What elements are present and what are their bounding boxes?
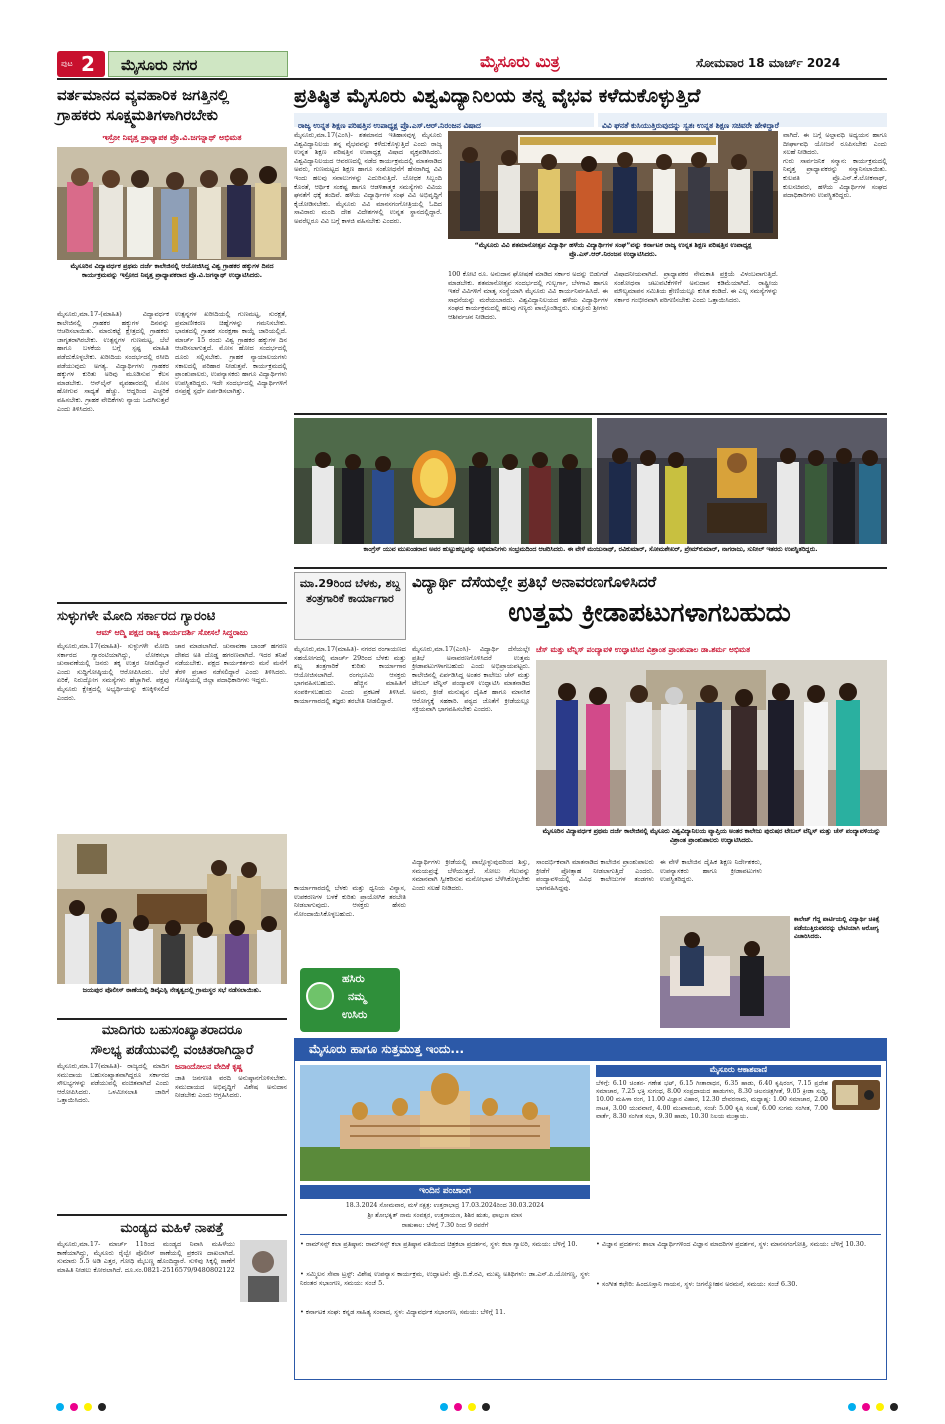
sports-body2: ವಿದ್ಯಾರ್ಥಿಗಳು ಕ್ರೀಡೆಯಲ್ಲಿ ಪಾಲ್ಗೊಳ್ಳುವುದರಿಂದ ಶಿಸ್ತು, ಸಮಯಪ್ರಜ್ಞೆ ಬೆಳೆಯುತ್ತದೆ. ಸೋಲು ಗೆಲುವನ್ನು ಸಮಾನವಾಗಿ ಸ್ವೀಕರಿಸುವ ಮನೋಭಾವ ಬೆಳೆಸಿಕೊಳ್ಳಬೇಕು ಎಂದು ಸಲಹೆ ನೀಡಿದರು. <box>412 858 533 892</box>
hospital-visit-photo <box>660 916 790 1028</box>
left-headline-1: ವರ್ತಮಾನದ ವ್ಯವಹಾರಿಕ ಜಗತ್ತಿನಲ್ಲಿ <box>57 86 230 104</box>
lead-subhead-right <box>598 113 887 130</box>
guarantee-col1: ಮೈಸೂರು,ಮಾ.17(ಮಾಹಿತಿ)- ಸುಳ್ಳುಗಳೇ ಮೋದಿ ಸರ್ಕಾರದ ಗ್ಯಾರಂಟಿಯಾಗಿದ್ದು, ಲೋಕಸಭಾ ಚುನಾವಣೆಯಲ್ಲಿ ಜನರು ತಕ್ಕ ಉತ್ತರ ನೀಡಲಿದ್ದಾರೆ ಎಂದು ಸುದ್ದಿಗೋಷ್ಠಿಯಲ್ಲಿ ಆರೋಪಿಸಿದರು. ಬೆಲೆ ಏರಿಕೆ, ನಿರುದ್ಯೋಗ ಸಮಸ್ಯೆಗಳು ಹೆಚ್ಚಾಗಿವೆ. ಪಕ್ಷವು ಮೈಸೂರು ಕ್ಷೇತ್ರದಲ್ಲಿ ಅಭ್ಯರ್ಥಿಯನ್ನು ಕಣಕ್ಕಿಳಿಸಲಿದೆ ಎಂದರು. <box>57 642 172 702</box>
registration-mark <box>468 1403 476 1411</box>
radio-schedule: ಬೆಳಿಗ್ಗೆ: 6.10 ಚಿಂತನ- ಗಣೇಶ ಭಟ್, 6.15 ಗೀತಾರಾಧನ, 6.35 ಹಾಡು, 6.40 ಕೃಷಿರಂಗ, 7.15 ಪ್ರದೇಶ ಸಮಾಚಾರ, 7.25 ಭಕ್ತಿ ಸುಗಂಧ, 8.00 ಸಂಪ್ರದಾಯದ ಹಾಡುಗಳು, 8.30 ಚಲನಚಿತ್ರಗೀತೆ, 9.05 ಕ್ರೀಡಾ ಸುದ್ದಿ, 10.00 ಮಹಿಳಾ ರಂಗ, 11.00 ವಿಜ್ಞಾನ ವಿಹಾರ, 12.30 ದೇವರನಾಮ, ಮಧ್ಯಾಹ್ನ: 1.00 ಸಮಾಚಾರ, 2.00 ನಾಟಕ, 3.00 ಯುವವಾಣಿ, 4.00 ಮುಖಾಮುಖಿ, ಸಂಜೆ: 5.00 ಕೃಷಿ ಸಲಹೆ, 6.00 ಸುಗಮ ಸಂಗೀತ, 7.00 ವಾರ್ತೆ, 8.30 ಸಂಗೀತ ಸಭಾ, 9.30 ಹಾಡು, 10.30 ನಿಲಯ ಮುಕ್ತಾಯ. <box>596 1080 830 1120</box>
celebration-photo-left <box>294 418 592 544</box>
celebration-caption: ಕಾಂಗ್ರೆಸ್ ಯುವ ಮುಖಂಡರಾದ ಅವರ ಹುಟ್ಟುಹಬ್ಬವನ್ನು ಅಭಿಮಾನಿಗಳು ಸಂಭ್ರಮದಿಂದ ಆಚರಿಸಿದರು. ಈ ವೇಳೆ ಮಂಜುನಾಥ್, ರವಿಕುಮಾರ್, ಸೋಮಶೇಖರ್, ಪ್ರೇಮ್‌ಕುಮಾರ್, ನಾಗರಾಜು, ಸುನೀಲ್ ಇತರರು ಉಪಸ್ಥಿತರಿದ್ದರು. <box>363 546 818 553</box>
workshop-body: ಮೈಸೂರು,ಮಾ.17(ಮಾಹಿತಿ)- ನಗರದ ರಂಗಾಯಣದ ಸಹಯೋಗದಲ್ಲಿ ಮಾರ್ಚ್ 29ರಿಂದ ಬೆಳಕು ಮತ್ತು ಶಬ್ದ ತಂತ್ರಗಾರಿಕೆ ಕುರಿತು ಕಾರ್ಯಾಗಾರ ಆಯೋಜಿಸಲಾಗಿದೆ. ರಂಗಭೂಮಿ ಆಸಕ್ತರು ಭಾಗವಹಿಸಬಹುದು. ಹೆಚ್ಚಿನ ಮಾಹಿತಿಗೆ ಸಂಪರ್ಕಿಸಬಹುದು ಎಂದು ಪ್ರಕಟಣೆ ತಿಳಿಸಿದೆ. ಕಾರ್ಯಾಗಾರದಲ್ಲಿ ತಜ್ಞರು ತರಬೇತಿ ನೀಡಲಿದ್ದಾರೆ. <box>294 645 409 705</box>
section-label: ಮೈಸೂರು ನಗರ <box>121 56 198 74</box>
registration-mark <box>84 1403 92 1411</box>
panchanga-text-2: ಶ್ರೀ ಶೋಭಕೃತ್ ನಾಮ ಸಂವತ್ಸರ, ಉತ್ತರಾಯಣ, ಶಿಶಿರ ಋತು, ಫಾಲ್ಗುಣ ಮಾಸ <box>367 1212 523 1219</box>
paper-name: ಮೈಸೂರು ಮಿತ್ರ <box>480 52 560 71</box>
event-4: • ವಿಜ್ಞಾನ ಪ್ರದರ್ಶನ: ಶಾಲಾ ವಿದ್ಯಾರ್ಥಿಗಳಿಂದ ವಿಜ್ಞಾನ ಮಾದರಿಗಳ ಪ್ರದರ್ಶನ, ಸ್ಥಳ: ಮಾನಸಗಂಗೋತ್ರಿ, ಸಮಯ: ಬೆಳಿಗ್ಗೆ 10.30. <box>596 1240 867 1248</box>
left-lead-col1: ಮೈಸೂರು,ಮಾ.17-(ಮಾಹಿತಿ) ವಿದ್ಯಾವರ್ಧಕ ಕಾಲೇಜಿನಲ್ಲಿ ಗ್ರಾಹಕರ ಹಕ್ಕುಗಳ ದಿನವನ್ನು ಆಚರಿಸಲಾಯಿತು. ಮಾರುಕಟ್ಟೆ ಕ್ಷೇತ್ರದಲ್ಲಿ ಗ್ರಾಹಕರು ಜಾಗೃತರಾಗಿರಬೇಕು. ಉತ್ಪನ್ನಗಳ ಗುಣಮಟ್ಟ, ಬೆಲೆ ಹಾಗೂ ಬಳಕೆಯ ಬಗ್ಗೆ ಸ್ಪಷ್ಟ ಮಾಹಿತಿ ಪಡೆದುಕೊಳ್ಳಬೇಕು. ಖರೀದಿಯ ಸಂದರ್ಭದಲ್ಲಿ ರಸೀದಿ ಪಡೆಯುವುದು ಅಗತ್ಯ. ವಿದ್ಯಾರ್ಥಿಗಳು ಗ್ರಾಹಕರ ಹಕ್ಕುಗಳ ಕುರಿತು ಅರಿವು ಮೂಡಿಸುವ ಕೆಲಸ ಮಾಡಬೇಕು. ಆನ್‌ಲೈನ್ ವ್ಯವಹಾರದಲ್ಲಿ ಮೋಸ ಹೋಗುವ ಸಾಧ್ಯತೆ ಹೆಚ್ಚು. ಆದ್ದರಿಂದ ಎಚ್ಚರಿಕೆ ವಹಿಸಬೇಕು. ಗ್ರಾಹಕ ವೇದಿಕೆಗಳು ನ್ಯಾಯ ಒದಗಿಸುತ್ತವೆ ಎಂದು ತಿಳಿಸಿದರು. <box>57 310 172 413</box>
police-meeting-photo <box>57 834 287 984</box>
panchanga-text-3: ರಾಹುಕಾಲ: ಬೆಳಿಗ್ಗೆ 7.30 ರಿಂದ 9 ರವರೆಗೆ <box>401 1222 489 1229</box>
sports-subhead: ಚೆಸ್ ಮತ್ತು ಟೆನ್ನಿಸ್ ಪಂದ್ಯಾವಳಿ ಉದ್ಘಾಟಿಸಿದ ವಿಶ್ರಾಂತ ಪ್ರಾಂಶುಪಾಲ ಡಾ.ಶರ್ಮ ಅಭಿಮತ <box>536 645 751 654</box>
lead-headline: ಪ್ರತಿಷ್ಠಿತ ಮೈಸೂರು ವಿಶ್ವವಿದ್ಯಾನಿಲಯ ತನ್ನ ವೈಭವ ಕಳೆದುಕೊಳ್ಳುತ್ತಿದೆ <box>294 85 701 107</box>
green-line2: ನಮ್ಮ <box>348 990 367 1003</box>
sports-body3: ಸಾಂದರ್ಭಿಕವಾಗಿ ಮಾತನಾಡಿದ ಕಾಲೇಜಿನ ಪ್ರಾಂಶುಪಾಲರು ಕ್ರೀಡೆಗೆ ಪ್ರೋತ್ಸಾಹ ನೀಡಲಾಗುತ್ತಿದೆ ಎಂದರು. ಪಂದ್ಯಾವಳಿಯಲ್ಲಿ ವಿವಿಧ ಕಾಲೇಜುಗಳ ತಂಡಗಳು ಭಾಗವಹಿಸಿದ್ದವು. <box>536 858 657 892</box>
lead-col1: ಮೈಸೂರು,ಮಾ.17(ಎಂಸಿ)- ಶತಮಾನದ ಇತಿಹಾಸವುಳ್ಳ ಮೈಸೂರು ವಿಶ್ವವಿದ್ಯಾನಿಲಯ ತನ್ನ ವೈಭವವನ್ನು ಕಳೆದುಕೊಳ್ಳುತ್ತಿದೆ ಎಂದು ರಾಜ್ಯ ಉನ್ನತ ಶಿಕ್ಷಣ ಪರಿಷತ್ತಿನ ಉಪಾಧ್ಯಕ್ಷ ವಿಷಾದ ವ್ಯಕ್ತಪಡಿಸಿದರು. ವಿಶ್ವವಿದ್ಯಾನಿಲಯದ ಆವರಣದಲ್ಲಿ ನಡೆದ ಕಾರ್ಯಕ್ರಮದಲ್ಲಿ ಮಾತನಾಡಿದ ಅವರು, ಗುಣಮಟ್ಟದ ಶಿಕ್ಷಣ ಹಾಗೂ ಸಂಶೋಧನೆಗೆ ಹೆಸರಾಗಿದ್ದ ವಿವಿ ಇಂದು ಹಲವು ಸವಾಲುಗಳನ್ನು ಎದುರಿಸುತ್ತಿದೆ. ಬೋಧಕ ಸಿಬ್ಬಂದಿ ಕೊರತೆ, ಆರ್ಥಿಕ ಸಂಕಷ್ಟ ಹಾಗೂ ಆಡಳಿತಾತ್ಮಕ ಸಮಸ್ಯೆಗಳು ವಿವಿಯ ಘನತೆಗೆ ಧಕ್ಕೆ ತಂದಿವೆ. ಹಳೆಯ ವಿದ್ಯಾರ್ಥಿಗಳ ಸಂಘ ವಿವಿ ಅಭಿವೃದ್ಧಿಗೆ ಕೈಜೋಡಿಸಬೇಕು. ಮೈಸೂರು ವಿವಿ ಮಾನಸಗಂಗೋತ್ರಿಯಲ್ಲಿ ಓದಿದ ಸಾವಿರಾರು ಮಂದಿ ದೇಶ ವಿದೇಶಗಳಲ್ಲಿ ಉನ್ನತ ಸ್ಥಾನದಲ್ಲಿದ್ದಾರೆ. ಅವರೆಲ್ಲರೂ ವಿವಿ ಬಗ್ಗೆ ಕಾಳಜಿ ವಹಿಸಬೇಕು ಎಂದರು. <box>294 131 445 225</box>
madiga-headline-2: ಸೌಲಭ್ಯ ಪಡೆಯುವಲ್ಲಿ ವಂಚಿತರಾಗಿದ್ದಾರೆ <box>90 1043 254 1058</box>
left-lead-caption: ಮೈಸೂರಿನ ವಿದ್ಯಾವರ್ಧಕ ಪ್ರಥಮ ದರ್ಜೆ ಕಾಲೇಜಿನಲ್ಲಿ ಆಯೋಜಿಸಿದ್ದ ವಿಶ್ವ ಗ್ರಾಹಕರ ಹಕ್ಕುಗಳ ದಿನದ ಕಾರ್ಯಕ್ರಮವನ್ನು ಇಸ್ರೋದ ನಿವೃತ್ತ ಪ್ರಾಧ್ಯಾಪಕರಾದ ಪ್ರೊ.ವಿ.ಜಗನ್ನಾಥ್ ಉದ್ಘಾಟಿಸಿದರು. <box>70 262 274 279</box>
green-line3: ಉಸಿರು <box>342 1008 368 1021</box>
green-line1: ಹಸಿರು <box>342 972 365 985</box>
panchanga-text: 18.3.2024 ಸೋಮವಾರ, ಮಳೆ ನಕ್ಷತ್ರ: ಉತ್ತರಾಭಾದ್ರ 17.03.2024ರಿಂದ 30.03.2024 <box>345 1202 545 1209</box>
registration-mark <box>862 1403 870 1411</box>
globe-icon <box>306 982 334 1010</box>
madiga-body: ಮೈಸೂರು,ಮಾ.17(ಮಾಹಿತಿ)- ರಾಜ್ಯದಲ್ಲಿ ಮಾದಿಗ ಸಮುದಾಯ ಬಹುಸಂಖ್ಯಾತವಾಗಿದ್ದರೂ ಸರ್ಕಾರದ ಸೌಲಭ್ಯಗಳನ್ನು ಪಡೆಯುವಲ್ಲಿ ವಂಚಿತವಾಗಿದೆ ಎಂದು ಆರೋಪಿಸಿದರು. ಒಳಮೀಸಲಾತಿ ಜಾರಿಗೆ ಒತ್ತಾಯಿಸಿದರು. <box>57 1062 172 1105</box>
workshop-body2: ಕಾರ್ಯಾಗಾರದಲ್ಲಿ ಬೆಳಕು ಮತ್ತು ಧ್ವನಿಯ ವಿನ್ಯಾಸ, ಉಪಕರಣಗಳ ಬಳಕೆ ಕುರಿತು ಪ್ರಾಯೋಗಿಕ ತರಬೇತಿ ನೀಡಲಾಗುವುದು. ಆಸಕ್ತರು ಹೆಸರು ನೋಂದಾಯಿಸಿಕೊಳ್ಳಬಹುದು. <box>294 884 409 918</box>
guarantee-col2: ಚಾರ ಮಾಡಲಾಗಿದೆ. ಚುನಾವಣಾ ಬಾಂಡ್ ಹಗರಣ ದೇಶದ ಅತಿ ದೊಡ್ಡ ಹಗರಣವಾಗಿದೆ. ಇದರ ತನಿಖೆ ನಡೆಯಬೇಕು. ಪಕ್ಷದ ಕಾರ್ಯಕರ್ತರು ಮನೆ ಮನೆಗೆ ತೆರಳಿ ಪ್ರಚಾರ ನಡೆಸಲಿದ್ದಾರೆ ಎಂದು ತಿಳಿಸಿದರು. ಗೋಷ್ಠಿಯಲ್ಲಿ ಜಿಲ್ಲಾ ಪದಾಧಿಕಾರಿಗಳು ಇದ್ದರು. <box>175 642 290 685</box>
madiga-headline-1: ಮಾದಿಗರು ಬಹುಸಂಖ್ಯಾತರಾದರೂ <box>101 1023 243 1038</box>
sports-headline-1: ವಿದ್ಯಾರ್ಥಿ ದೆಸೆಯಲ್ಲೇ ಪ್ರತಿಭೆ ಅನಾವರಣಗೊಳಿಸಿದರೆ <box>412 573 657 591</box>
lead-photo-caption: “ಮೈಸೂರು ವಿವಿ ಶತಮಾನೋತ್ಸವ ವಿದ್ಯಾರ್ಥಿ ಹಳೆಯ ವಿದ್ಯಾರ್ಥಿಗಳ ಸಂಘ”ವನ್ನು ಕರ್ನಾಟಕ ರಾಜ್ಯ ಉನ್ನತ ಶಿಕ್ಷಣ ಪರಿಷತ್ತಿನ ಉಪಾಧ್ಯಕ್ಷ ಪ್ರೊ.ಎಸ್.ಆರ್.ನಿರಂಜನ ಉದ್ಘಾಟಿಸಿದರು. <box>474 241 752 258</box>
lead-col3: ವಿಷಾದನೀಯವಾಗಿದೆ. ಪ್ರಾಧ್ಯಾಪಕರ ನೇಮಕಾತಿ ಪ್ರಕ್ರಿಯೆ ವಿಳಂಬವಾಗುತ್ತಿದೆ. ಸಂಶೋಧನಾ ಚಟುವಟಿಕೆಗಳಿಗೆ ಅನುದಾನ ಕಡಿಮೆಯಾಗಿದೆ. ರಾಷ್ಟ್ರೀಯ ಮೌಲ್ಯಮಾಪನ ಸಮಿತಿಯ ಶ್ರೇಣಿಯಲ್ಲೂ ಕುಸಿತ ಕಂಡಿದೆ. ಈ ಎಲ್ಲ ಸಮಸ್ಯೆಗಳನ್ನು ಸರ್ಕಾರ ಗಂಭೀರವಾಗಿ ಪರಿಗಣಿಸಬೇಕು ಎಂದು ಒತ್ತಾಯಿಸಿದರು. <box>614 270 781 304</box>
sports-headline-2: ಉತ್ತಮ ಕ್ರೀಡಾಪಟುಗಳಾಗಬಹುದು <box>508 598 791 628</box>
sports-photo <box>536 660 887 826</box>
event-2: • ಸಮ್ಮಿಲನ ಸೇವಾ ಟ್ರಸ್ಟ್: ವಿಶೇಷ ಉಪನ್ಯಾಸ ಕಾರ್ಯಕ್ರಮ, ಉದ್ಘಾಟನೆ: ಪ್ರೊ.ಬಿ.ಕೆ.ರವಿ, ಮುಖ್ಯ ಅತಿಥಿಗಳು: ಡಾ.ಎಸ್.ಪಿ.ಯೋಗಣ್ಣ, ಸ್ಥಳ: ನಿರಂತರ ಸಭಾಂಗಣ, ಸಮಯ: ಸಂಜೆ 5. <box>300 1270 593 1287</box>
celebration-photo-right <box>597 418 887 544</box>
guarantee-headline: ಸುಳ್ಳುಗಳೇ ಮೋದಿ ಸರ್ಕಾರದ ಗ್ಯಾರಂಟಿ <box>57 609 216 624</box>
section-title <box>108 51 288 77</box>
mysore-palace-photo <box>300 1065 590 1181</box>
radio-title: ಮೈಸೂರು ಆಕಾಶವಾಣಿ <box>709 1065 768 1074</box>
radio-knob <box>864 1090 874 1100</box>
missing-body: ಮೈಸೂರು,ಮಾ.17- ಮಾರ್ಚ್ 11ರಿಂದ ಮಂಡ್ಯದ ನಿವಾಸಿ ಮಹಿಳೆಯು ಕಾಣೆಯಾಗಿದ್ದು, ಮೈಸೂರು ರೈಲ್ವೇ ಪೊಲೀಸ್ ಠಾಣೆಯಲ್ಲಿ ಪ್ರಕರಣ ದಾಖಲಾಗಿದೆ. ಸುಮಾರು 5.5 ಅಡಿ ಎತ್ತರ, ಗೋಧಿ ಮೈಬಣ್ಣ ಹೊಂದಿದ್ದಾರೆ. ಸುಳಿವು ಸಿಕ್ಕಲ್ಲಿ ಠಾಣೆಗೆ ಮಾಹಿತಿ ನೀಡಲು ಕೋರಲಾಗಿದೆ. ದೂ.ಸಂ.0821-2516579/9480802122 <box>57 1240 238 1274</box>
madiga-body2: ಜಾತಿ ಜನಗಣತಿ ವರದಿ ಅನುಷ್ಠಾನಗೊಳಿಸಬೇಕು. ಸಮುದಾಯದ ಅಭಿವೃದ್ಧಿಗೆ ವಿಶೇಷ ಅನುದಾನ ನೀಡಬೇಕು ಎಂದು ಆಗ್ರಹಿಸಿದರು. <box>175 1074 290 1100</box>
workshop-headline: ಮಾ.29ರಿಂದ ಬೆಳಕು, ಶಬ್ದ ತಂತ್ರಗಾರಿಕೆ ಕಾರ್ಯಾಗಾರ <box>299 577 401 605</box>
workshop-box <box>294 572 406 640</box>
lead-photo <box>448 131 778 239</box>
lead-subhead-left <box>294 113 594 130</box>
lead-col2: 100 ಕೋಟಿ ರೂ. ಅನುದಾನ ಘೋಷಣೆ ಮಾಡಿದ ಸರ್ಕಾರ ಅದನ್ನು ಬಿಡುಗಡೆ ಮಾಡಬೇಕು. ಶತಮಾನೋತ್ಸವ ಸಂದರ್ಭದಲ್ಲಿ ಗುಲ್ಬರ್ಗಾ, ಬೆಳಗಾವಿ ಹಾಗೂ ಇತರೆ ವಿವಿಗಳಿಗೆ ಮಾತೃ ಸಂಸ್ಥೆಯಾಗಿ ಮೈಸೂರು ವಿವಿ ಕಾರ್ಯನಿರ್ವಹಿಸಿದೆ. ಈ ಸಾಧನೆಯನ್ನು ಮರೆಯಬಾರದು. ವಿಶ್ವವಿದ್ಯಾನಿಲಯದ ಹಳೆಯ ವಿದ್ಯಾರ್ಥಿಗಳ ಸಂಘದ ಕಾರ್ಯಕ್ರಮದಲ್ಲಿ ಹಲವು ಗಣ್ಯರು ಪಾಲ್ಗೊಂಡಿದ್ದರು. ಸುತ್ತೂರು ಶ್ರೀಗಳು ಆಶೀರ್ವಚನ ನೀಡಿದರು. <box>448 270 611 321</box>
page-label: ಪುಟ <box>61 59 73 68</box>
madiga-subhead: ಜನಾಂದೋಲನ ವೇದಿಕೆ ಕೃಷ್ಣ <box>175 1062 243 1071</box>
registration-mark <box>876 1403 884 1411</box>
today-title: ಮೈಸೂರು ಹಾಗೂ ಸುತ್ತಮುತ್ತ ಇಂದು... <box>309 1042 465 1056</box>
left-lead-col2: ಉತ್ಪನ್ನಗಳ ಖರೀದಿಯಲ್ಲಿ ಗುಣಮಟ್ಟ, ಸುರಕ್ಷತೆ, ಪ್ರಮಾಣೀಕರಣ ಚಿಹ್ನೆಗಳನ್ನು ಗಮನಿಸಬೇಕು. ಭಾರತದಲ್ಲಿ ಗ್ರಾಹಕ ಸಂರಕ್ಷಣಾ ಕಾಯ್ದೆ ಜಾರಿಯಲ್ಲಿದೆ. ಮಾರ್ಚ್ 15 ರಂದು ವಿಶ್ವ ಗ್ರಾಹಕರ ಹಕ್ಕುಗಳ ದಿನ ಆಚರಿಸಲಾಗುತ್ತದೆ. ಮೋಸ ಹೋದ ಸಂದರ್ಭದಲ್ಲಿ ದೂರು ಸಲ್ಲಿಸಬೇಕು. ಗ್ರಾಹಕ ನ್ಯಾಯಾಲಯಗಳು ಸಕಾಲದಲ್ಲಿ ಪರಿಹಾರ ನೀಡುತ್ತವೆ. ಕಾರ್ಯಕ್ರಮದಲ್ಲಿ ಪ್ರಾಂಶುಪಾಲರು, ಉಪನ್ಯಾಸಕರು ಹಾಗೂ ವಿದ್ಯಾರ್ಥಿಗಳು ಉಪಸ್ಥಿತರಿದ್ದರು. ಇದೇ ಸಂದರ್ಭದಲ್ಲಿ ವಿದ್ಯಾರ್ಥಿಗಳಿಗೆ ರಸಪ್ರಶ್ನೆ ಸ್ಪರ್ಧೆ ಏರ್ಪಡಿಸಲಾಗಿತ್ತು. <box>175 310 290 396</box>
registration-mark <box>454 1403 462 1411</box>
missing-woman-photo <box>240 1240 287 1302</box>
sports-body4: ಈ ವೇಳೆ ಕಾಲೇಜಿನ ದೈಹಿಕ ಶಿಕ್ಷಣ ನಿರ್ದೇಶಕರು, ಉಪನ್ಯಾಸಕರು ಹಾಗೂ ಕ್ರೀಡಾಪಟುಗಳು ಉಪಸ್ಥಿತರಿದ್ದರು. <box>660 858 765 884</box>
radio-icon <box>832 1080 880 1110</box>
registration-mark <box>848 1403 856 1411</box>
panchanga-title: ಇಂದಿನ ಪಂಚಾಂಗ <box>419 1186 471 1196</box>
today-title-bar <box>295 1039 886 1061</box>
event-3: • ಕರ್ನಾಟಕ ಸಂಘ: ಕನ್ನಡ ಸಾಹಿತ್ಯ ಸಂವಾದ, ಸ್ಥಳ: ವಿದ್ಯಾವರ್ಧಕ ಸಭಾಂಗಣ, ಸಮಯ: ಬೆಳಿಗ್ಗೆ 11. <box>300 1308 506 1316</box>
radio-dial <box>836 1085 858 1105</box>
left-subhead: ಇಸ್ರೋ ನಿವೃತ್ತ ಪ್ರಾಧ್ಯಾಪಕ ಪ್ರೊ.ವಿ.ಜಗನ್ನಾಥ್ ಅಭಿಮತ <box>102 133 242 142</box>
registration-mark <box>482 1403 490 1411</box>
registration-mark <box>98 1403 106 1411</box>
green-badge <box>300 968 400 1032</box>
event-1: • ರಾಮ್‌ಸನ್ಸ್ ಕಲಾ ಪ್ರತಿಷ್ಠಾನ: ರಾಮ್‌ಸನ್ಸ್ ಕಲಾ ಪ್ರತಿಷ್ಠಾನ ವತಿಯಿಂದ ಚಿತ್ರಕಲಾ ಪ್ರದರ್ಶನ, ಸ್ಥಳ: ಕಲಾ ಗ್ಯಾಲರಿ, ಸಮಯ: ಬೆಳಿಗ್ಗೆ 10. <box>300 1240 578 1248</box>
lead-sub-left-text: ರಾಜ್ಯ ಉನ್ನತ ಶಿಕ್ಷಣ ಪರಿಷತ್ತಿನ ಉಪಾಧ್ಯಕ್ಷ ಪ್ರೊ.ಎಸ್.ಆರ್.ನಿರಂಜನ ವಿಷಾದ <box>298 121 481 130</box>
left-headline-2: ಗ್ರಾಹಕರು ಸೂಕ್ಷ್ಮಮತಿಗಳಾಗಿರಬೇಕು <box>57 106 218 124</box>
registration-mark <box>440 1403 448 1411</box>
registration-mark <box>56 1403 64 1411</box>
police-caption: ಜಯಪುರ ಪೊಲೀಸ್ ಠಾಣೆಯಲ್ಲಿ ಡಿವೈಎಸ್ಪಿ ನೇತೃತ್ವದಲ್ಲಿ ಗ್ರಾಮಸ್ಥರ ಸಭೆ ನಡೆಸಲಾಯಿತು. <box>82 986 262 994</box>
missing-headline: ಮಂಡ್ಯದ ಮಹಿಳೆ ನಾಪತ್ತೆ <box>120 1221 224 1236</box>
lead-sub-right-text: ವಿವಿ ಘನತೆ ಕುಸಿಯುತ್ತಿರುವುದನ್ನು ಸ್ವತಃ ಉನ್ನತ ಶಿಕ್ಷಣ ಸಚಿವರೇ ಹೇಳಿದ್ದಾರೆ <box>602 121 779 130</box>
left-lead-photo <box>57 147 287 260</box>
page-badge <box>57 51 105 77</box>
registration-mark <box>890 1403 898 1411</box>
sports-caption: ಮೈಸೂರಿನ ವಿದ್ಯಾವರ್ಧಕ ಪ್ರಥಮ ದರ್ಜೆ ಕಾಲೇಜಿನಲ್ಲಿ ಮೈಸೂರು ವಿಶ್ವವಿದ್ಯಾನಿಲಯ ವ್ಯಾಪ್ತಿಯ ಅಂತರ ಕಾಲೇಜು ಪುರುಷರ ಟೇಬಲ್ ಟೆನ್ನಿಸ್ ಮತ್ತು ಚೆಸ್ ಪಂದ್ಯಾವಳಿಯನ್ನು ವಿಶ್ರಾಂತ ಪ್ರಾಂಶುಪಾಲರು ಉದ್ಘಾಟಿಸಿದರು. <box>542 828 881 844</box>
guarantee-subhead: ಆಮ್ ಆದ್ಮಿ ಪಕ್ಷದ ರಾಜ್ಯ ಕಾರ್ಯದರ್ಶಿ ಸೋಸಲೆ ಸಿದ್ದರಾಜು <box>96 628 248 637</box>
visit-caption: ಕಾಲೇಜ್ ಗೆದ್ದ ಪಾರ್ಟಿಯಲ್ಲಿ ವಿದ್ಯಾರ್ಥಿ ಚಿಕಿತ್ಸೆ ಪಡೆಯುತ್ತಿರುವವರನ್ನು ಭೇಟಿಯಾಗಿ ಆರೋಗ್ಯ ವಿಚಾರಿಸಿದರು. <box>794 916 880 940</box>
panchanga-bar <box>300 1185 590 1199</box>
sports-body: ಮೈಸೂರು,ಮಾ.17(ಎಂಸಿ)- ವಿದ್ಯಾರ್ಥಿ ದೆಸೆಯಲ್ಲೇ ಪ್ರತಿಭೆ ಅನಾವರಣಗೊಳಿಸಿದರೆ ಉತ್ತಮ ಕ್ರೀಡಾಪಟುಗಳಾಗಬಹುದು ಎಂದು ಅಭಿಪ್ರಾಯಪಟ್ಟರು. ಕಾಲೇಜಿನಲ್ಲಿ ಏರ್ಪಡಿಸಿದ್ದ ಅಂತರ ಕಾಲೇಜು ಚೆಸ್ ಮತ್ತು ಟೇಬಲ್ ಟೆನ್ನಿಸ್ ಪಂದ್ಯಾವಳಿ ಉದ್ಘಾಟಿಸಿ ಮಾತನಾಡಿದ ಅವರು, ಕ್ರೀಡೆ ಮನುಷ್ಯನ ದೈಹಿಕ ಹಾಗೂ ಮಾನಸಿಕ ಆರೋಗ್ಯಕ್ಕೆ ಸಹಕಾರಿ. ಪಠ್ಯದ ಜೊತೆಗೆ ಕ್ರೀಡೆಯಲ್ಲೂ ಸಕ್ರಿಯವಾಗಿ ಭಾಗವಹಿಸಬೇಕು ಎಂದರು. <box>412 645 533 714</box>
lead-col4: ವಾಗಿದೆ. ಈ ಬಗ್ಗೆ ಅಲ್ಪಾವಧಿ ಅಧ್ಯಯನ ಹಾಗೂ ದೀರ್ಘಾವಧಿ ಯೋಜನೆ ರೂಪಿಸಬೇಕು ಎಂದು ಸಲಹೆ ನೀಡಿದರು. ಗುರು ಸಾರ್ವಜನಿಕ ಸನ್ಮಾನ: ಕಾರ್ಯಕ್ರಮದಲ್ಲಿ ನಿವೃತ್ತ ಪ್ರಾಧ್ಯಾಪಕರನ್ನು ಸನ್ಮಾನಿಸಲಾಯಿತು. ಕುಲಪತಿ ಪ್ರೊ.ಎನ್.ಕೆ.ಲೋಕನಾಥ್, ಕುಲಸಚಿವರು, ಹಳೆಯ ವಿದ್ಯಾರ್ಥಿಗಳ ಸಂಘದ ಪದಾಧಿಕಾರಿಗಳು ಉಪಸ್ಥಿತರಿದ್ದರು. <box>783 131 887 200</box>
event-5: • ಸಂಗೀತ ಕಛೇರಿ: ಹಿಂದೂಸ್ತಾನಿ ಗಾಯನ, ಸ್ಥಳ: ಜಗನ್ಮೋಹನ ಅರಮನೆ, ಸಮಯ: ಸಂಜೆ 6.30. <box>596 1280 798 1288</box>
page-number: 2 <box>81 52 95 76</box>
issue-date: ಸೋಮವಾರ 18 ಮಾರ್ಚ್ 2024 <box>696 56 841 70</box>
registration-mark <box>70 1403 78 1411</box>
radio-title-bar <box>596 1065 881 1077</box>
